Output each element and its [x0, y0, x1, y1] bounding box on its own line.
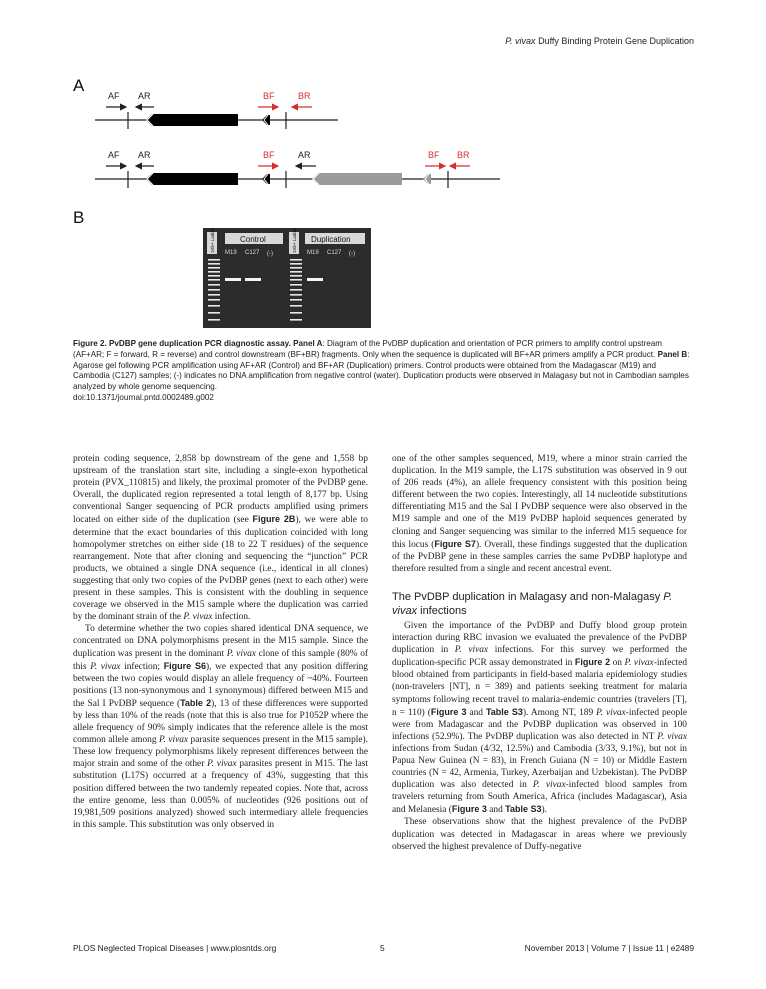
panel-b-label: B	[73, 208, 85, 227]
gel-lane-control-m19: M19	[225, 250, 237, 256]
right-paragraph-1: one of the other samples sequenced, M19, where a minor strain carried the duplication. In the M19 sample, the L17S substitution was observed in 9 out of 206 reads (4%), an allele frequency consistent with this position being different between the two copies. Interestingly, all 14 nucleotide substitutions differentiating M15 and the Sal I PvDBP sequence were also observed in the M19 sample and one of the M19 PvDBP haploid sequences generated by cloning and Sanger sequencing was similar to the inferred M15 sequence for this locus (Figure S7). Overall, these findings suggested that the duplication of the PvDBP gene in these samples carries the same PvDBP haplotype and therefore resulted from a single and recent ancestral event.	[392, 454, 688, 574]
left-paragraph-1: protein coding sequence, 2,858 bp downstream of the gene and 1,558 bp upstream of the translation start site, including a single-exon hypothetical protein (PVX_110815) and likely, the proximal promoter of the PvDBP gene. Overall, the duplicated region represented a total length of 8,177 bp. Using conventional Sanger sequencing of PCR products amplified using primers located on either side of the duplication (see Figure 2B), we were able to determine that the exact boundaries of this duplication coincided with long homopolymer stretches on either side (18 to 22 T residues) of the sequence rearrangement. Note that after cloning and sequencing the “junction” PCR products, we obtained a single DNA sequence (i.e., identical in all clones) suggesting that only two copies of the PvDBP genes (next to each other) were present in these samples. This is consistent with the doubling in sequence coverage we observed in the M15 sample where the duplication was carried by the dominant strain of the P. vivax infection.	[73, 454, 368, 623]
caption-panel-a: Panel A	[293, 339, 323, 348]
row1-bf-label: BF	[263, 91, 275, 101]
footer-journal[interactable]: PLOS Neglected Tropical Diseases | www.plosntds.org	[73, 943, 277, 953]
figure-s7-link[interactable]: Figure S7	[434, 538, 476, 549]
row2-af-label: AF	[108, 150, 120, 160]
footer-issue: November 2013 | Volume 7 | Issue 11 | e2489	[524, 943, 694, 953]
gel-band-control-m19	[225, 278, 241, 281]
table-2-link[interactable]: Table 2	[180, 697, 212, 708]
table-s3-link-2[interactable]: Table S3	[505, 804, 542, 815]
figure-2-link[interactable]: Figure 2	[574, 657, 611, 668]
right-paragraph-2: Given the importance of the PvDBP and Duffy blood group protein interaction during RBC invasion we evaluated the prevalence of the PvDBP duplication in P. vivax infections. For this survey we performed the duplication-specific PCR assay demonstrated in Figure 2 on P. vivax-infected blood obtained from participants in field-based malaria epidemiology studies (non-travelers [NT], n = 389) and patients seeking treatment for malaria symptoms following recent travel to malaria-endemic countries (travelers [T], n = 110) (Figure 3 and Table S3). Among NT, 189 P. vivax-infected people were from Madagascar and the PvDBP duplication was observed in 100 infections (52.9%). The PvDBP duplication was also detected in NT P. vivax infections from Sudan (4/32, 12.5%) and Cambodia (3/33, 9.1%), but not in Papua New Guinea (N = 83), in French Guiana (N = 10) or Middle Eastern countries (N = 42, Armenia, Turkey, Azerbaijan and Uzbekistan). The PvDBP duplication was also detected in P. vivax-infected blood samples from travelers returning from South America, Africa (includes Madagascar), Asia and Melanesia (Figure 3 and Table S3).	[392, 620, 688, 816]
row2-small-gene-copy1	[262, 174, 270, 184]
table-s3-link[interactable]: Table S3	[485, 706, 523, 717]
body-left-column	[73, 453, 368, 831]
running-header	[505, 36, 694, 46]
left-paragraph-2: To determine whether the two copies shared identical DNA sequence, we concentrated on DNA polymorphisms present in the M15 sample. Since the duplication was present in the dominant P. vivax clone of this sample (80% of this P. vivax infection; Figure S6), we expected that any position differing between the two copies would display an allele frequency of ~40%. Fourteen positions (13 non-synonymous and 1 synonymous) differed between M15 and the Sal I PvDBP sequence (Table 2), 13 of these differences were supported by less than 10% of the reads (note that this is also true for P1052P where the allele frequency of 90% simply indicates that the reference allele is the most common allele among P. vivax parasite sequences present in the M15 sample). These low frequency polymorphisms likely represent differences between the major strain and some of the other P. vivax parasites present in M15. The last substitution (L17S) occurred at a frequency of 43%, suggesting that this position differed between the two tandemly repeated copies. Note that, across the entire genome, less than 0.005% of nucleotides (926 positions out of 19,981,509 positions analyzed) showed such intermediary allele frequencies in this sample. This substitution was only observed in	[73, 624, 369, 830]
gel-ladder-label-2: 1Kb+ Ladder	[292, 228, 297, 253]
diagram-row-single-copy	[95, 91, 338, 129]
gel-lane-dup-neg: (-)	[349, 251, 355, 257]
row2-bf2-label: BF	[428, 150, 440, 160]
duplication-diagram	[90, 85, 530, 200]
gel-lane-dup-m19: M19	[307, 250, 319, 256]
row2-pvdbp-gene-copy2	[312, 173, 402, 185]
caption-text-b: : Agarose gel following PCR amplification using AF+AR (Control) and BF+AR (Duplication) primers. Control products were obtained from the Madagascar (M19) and Cambodia (C127) samples; (-) indicates no DNA amplification from negative control (water). Duplication products were observed in Malagasy but not in Cambodian samples analyzed by whole genome sequencing.	[73, 349, 690, 392]
row1-br-label: BR	[298, 91, 311, 101]
footer-page-number: 5	[380, 943, 385, 953]
figure-caption	[73, 339, 695, 404]
panel-a-label: A	[73, 76, 85, 95]
agarose-gel-image	[203, 228, 371, 328]
gel-duplication-label: Duplication	[311, 235, 351, 244]
row1-ar-label: AR	[138, 91, 151, 101]
row2-ar2-label: AR	[298, 150, 311, 160]
body-right-column	[392, 453, 687, 853]
caption-doi[interactable]: doi:10.1371/journal.pntd.0002489.g002	[73, 392, 214, 402]
figure-3-link-2[interactable]: Figure 3	[451, 804, 487, 815]
gel-ladder-label-1: 1Kb+ Ladder	[210, 228, 215, 253]
caption-panel-b: Panel B	[657, 349, 688, 359]
row2-br-label: BR	[457, 150, 470, 160]
figure-3-link[interactable]: Figure 3	[430, 706, 467, 717]
row2-pvdbp-gene-copy1	[146, 173, 238, 185]
header-title: Duffy Binding Protein Gene Duplication	[538, 36, 694, 46]
gel-band-control-c127	[245, 278, 261, 281]
row1-af-label: AF	[108, 91, 120, 101]
gel-control-label: Control	[240, 235, 266, 244]
gel-lane-dup-c127: C127	[327, 250, 342, 256]
figure-2b-link[interactable]: Figure 2B	[252, 514, 296, 525]
row2-small-gene-copy2	[423, 174, 431, 184]
row1-small-gene	[262, 115, 270, 125]
section-heading: The PvDBP duplication in Malagasy and non-Malagasy P. vivax infections	[392, 590, 673, 617]
gel-band-dup-m19	[307, 278, 323, 281]
row2-bf-label: BF	[263, 150, 275, 160]
gel-lane-control-neg: (-)	[267, 251, 273, 257]
row1-pvdbp-gene	[146, 114, 238, 126]
diagram-row-duplicated	[95, 150, 500, 188]
figure-s6-link[interactable]: Figure S6	[163, 660, 206, 671]
row2-ar-label: AR	[138, 150, 151, 160]
gel-lane-control-c127: C127	[245, 250, 260, 256]
caption-lead: Figure 2. PvDBP gene duplication PCR diagnostic assay.	[73, 339, 291, 348]
right-paragraph-3: These observations show that the highest prevalence of the PvDBP duplication was detected in Madagascar in areas where we previously observed the highest prevalence of Duffy-negative	[392, 817, 687, 852]
caption-text-a: : Diagram of the PvDBP duplication and orientation of PCR primers to amplify control upstream (AF+AR; F = forward, R = reverse) and control downstream (BF+BR) fragments. Only when the sequence is duplicated will BF+AR primers amplify a PCR product.	[73, 339, 662, 359]
header-species: P. vivax	[505, 36, 536, 46]
